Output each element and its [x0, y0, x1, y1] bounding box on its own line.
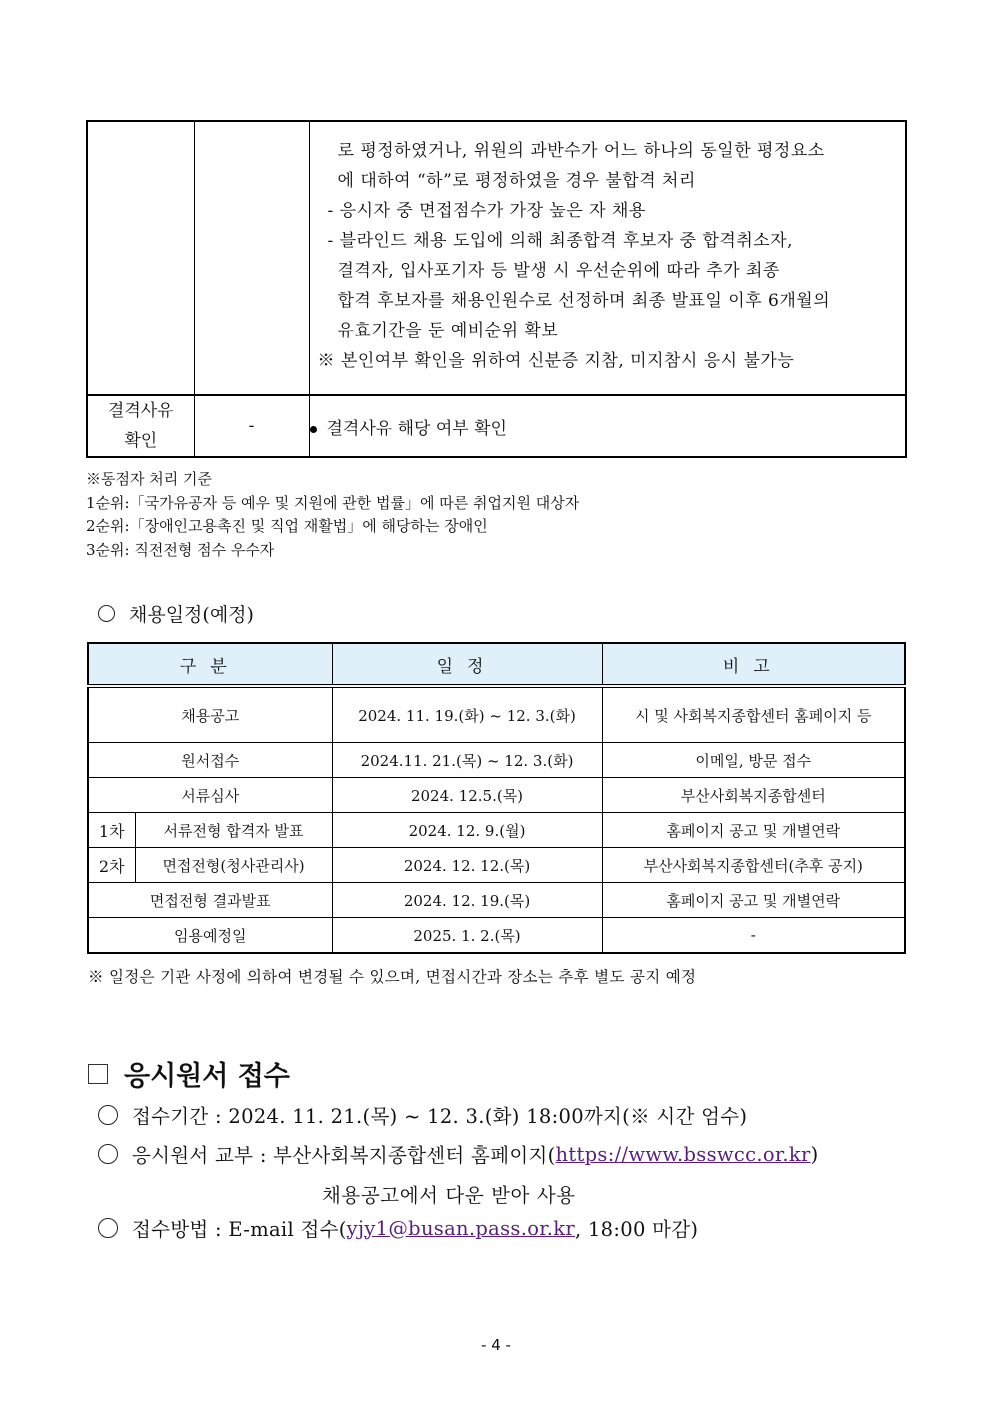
email-link[interactable]: yjy1@busan.pass.or.kr — [346, 1216, 575, 1240]
criteria-score-cell — [194, 121, 309, 395]
application-method: 접수방법 : E-mail 접수( yjy1@busan.pass.or.kr , 18:00 마감) — [98, 1214, 698, 1242]
criteria-line: - 응시자 중 면접점수가 가장 높은 자 채용 — [327, 201, 646, 221]
schedule-row: 서류심사 2024. 12.5.(목) 부산사회복지종합센터 — [88, 778, 905, 813]
schedule-heading: 채용일정(예정) — [98, 600, 254, 627]
criteria-line: ※ 본인여부 확인을 위하여 신분증 지참, 미지참시 응시 불가능 — [317, 351, 795, 371]
criteria-row-continued — [87, 121, 906, 395]
stage-label: 1차 — [88, 813, 135, 848]
criteria-line: 로 평정하였거나, 위원의 과반수가 어느 하나의 동일한 평정요소 — [337, 141, 825, 161]
application-form-subtext: 채용공고에서 다운 받아 사용 — [322, 1184, 576, 1207]
schedule-row: 1차 서류전형 합격자 발표 2024. 12. 9.(월) 홈페이지 공고 및 개별연락 — [88, 813, 905, 848]
stage-label: 2차 — [88, 848, 135, 883]
criteria-content-cell — [309, 121, 906, 395]
application-period: 접수기간 : 2024. 11. 21.(목) ~ 12. 3.(화) 18:00까지(※ 시간 엄수) — [98, 1101, 747, 1129]
circle-bullet-icon — [98, 605, 115, 622]
tie-break-item: 3순위: 직전전형 점수 우수자 — [86, 540, 275, 559]
circle-bullet-icon — [98, 1144, 118, 1164]
tie-break-notes — [86, 468, 579, 562]
header-note: 비고 — [602, 643, 905, 686]
schedule-footnote: ※ 일정은 기관 사정에 의하여 변경될 수 있으며, 면접시간과 장소는 추후 별도 공지 예정 — [88, 968, 697, 986]
criteria-text — [310, 122, 906, 394]
criteria-line: 유효기간을 둔 예비순위 확보 — [337, 321, 559, 341]
schedule-row: 원서접수 2024.11. 21.(목) ~ 12. 3.(화) 이메일, 방문 접수 — [88, 743, 905, 778]
criteria-line: 에 대하여 “하”로 평정하였을 경우 불합격 처리 — [337, 171, 696, 191]
header-category: 구분 — [88, 643, 332, 686]
criteria-label-cell — [87, 121, 194, 395]
criteria-line: 합격 후보자를 채용인원수로 선정하며 최종 발표일 이후 6개월의 — [337, 291, 831, 311]
schedule-table — [87, 642, 906, 954]
header-date: 일정 — [332, 643, 602, 686]
tie-break-item: 2순위:「장애인고용촉진 및 직업 재활법」에 해당하는 장애인 — [86, 517, 488, 535]
bullet-icon — [310, 426, 317, 433]
schedule-row: 채용공고 2024. 11. 19.(화) ~ 12. 3.(화) 시 및 사회복지종합센터 홈페이지 등 — [88, 686, 905, 743]
section-heading-application: 응시원서 접수 — [88, 1054, 290, 1093]
tie-break-title: ※동점자 처리 기준 — [86, 470, 212, 488]
page-number: - 4 - — [481, 1336, 511, 1354]
disqualification-score: - — [194, 395, 309, 457]
application-form-distribution: 응시원서 교부 : 부산사회복지종합센터 홈페이지( https://www.bsswcc.or.kr ) — [98, 1140, 819, 1168]
schedule-row: 임용예정일 2025. 1. 2.(목) - — [88, 918, 905, 954]
disqualification-label: 결격사유 확인 — [87, 395, 194, 457]
circle-bullet-icon — [98, 1218, 118, 1238]
schedule-header-row — [88, 643, 905, 686]
square-bullet-icon — [88, 1064, 108, 1084]
disqualification-content: 결격사유 해당 여부 확인 — [309, 395, 906, 457]
circle-bullet-icon — [98, 1105, 118, 1125]
homepage-link[interactable]: https://www.bsswcc.or.kr — [555, 1142, 811, 1166]
selection-criteria-table — [86, 120, 907, 458]
criteria-line: 결격자, 입사포기자 등 발생 시 우선순위에 따라 추가 최종 — [337, 261, 780, 281]
criteria-line: - 블라인드 채용 도입에 의해 최종합격 후보자 중 합격취소자, — [327, 231, 794, 251]
schedule-row: 2차 면접전형(청사관리사) 2024. 12. 12.(목) 부산사회복지종합센터(추후 공지) — [88, 848, 905, 883]
criteria-row-disqualification — [87, 395, 906, 457]
schedule-row: 면접전형 결과발표 2024. 12. 19.(목) 홈페이지 공고 및 개별연락 — [88, 883, 905, 918]
tie-break-item: 1순위:「국가유공자 등 예우 및 지원에 관한 법률」에 따른 취업지원 대상자 — [86, 493, 580, 512]
